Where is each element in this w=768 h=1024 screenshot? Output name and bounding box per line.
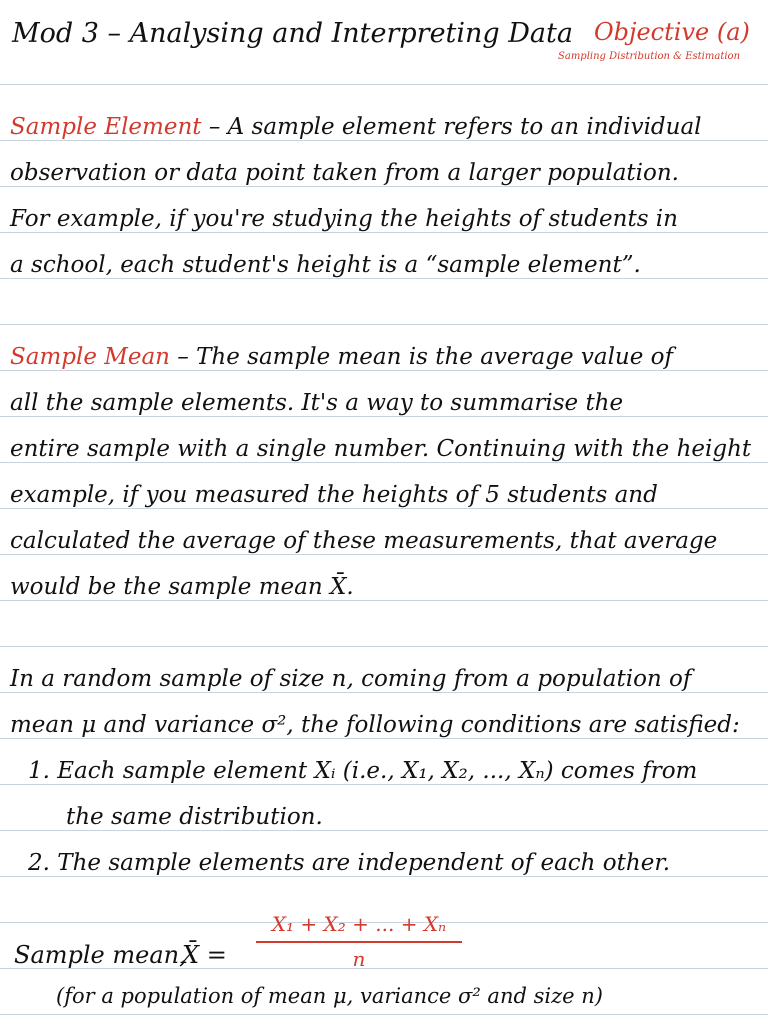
sample-mean-line-5: calculated the average of these measurements, that average	[10, 528, 718, 554]
conditions-list	[28, 748, 748, 886]
conditions-section	[10, 656, 758, 748]
page-title: Mod 3 – Analysing and Interpreting Data	[12, 18, 573, 49]
formula-fraction	[256, 910, 462, 973]
ruled-line	[0, 84, 768, 85]
sample-element-line-4: a school, each student's height is a “sample element”.	[10, 252, 641, 278]
sample-element-definition: A sample element refers to an individual	[227, 114, 702, 140]
formula-label: Sample mean,	[14, 941, 187, 969]
condition-item-1-line-1: 1. Each sample element Xᵢ (i.e., X₁, X₂, ..., Xₙ) comes from	[28, 758, 698, 784]
sample-mean-line-1	[10, 334, 758, 380]
sample-element-term: Sample Element	[10, 114, 202, 140]
sample-mean-dash: –	[169, 344, 197, 370]
formula-lhs: X̄ =	[182, 941, 227, 969]
sample-element-line-1	[10, 104, 758, 150]
conditions-line-1: In a random sample of size n, coming from a population of	[10, 666, 692, 692]
objective-subtitle: Sampling Distribution & Estimation	[558, 51, 741, 62]
ruled-line	[0, 324, 768, 325]
fraction-bar	[256, 941, 462, 943]
condition-item-2: 2. The sample elements are independent of each other.	[28, 850, 671, 876]
sample-mean-line-6: would be the sample mean X̄.	[10, 574, 354, 600]
sample-element-dash: –	[201, 114, 228, 140]
sample-mean-line-4: example, if you measured the heights of 5 students and	[10, 482, 658, 508]
sample-element-section	[10, 104, 758, 288]
conditions-line-2: mean μ and variance σ², the following conditions are satisfied:	[10, 712, 740, 738]
sample-mean-line-2: all the sample elements. It's a way to summarise the	[10, 390, 624, 416]
sample-mean-line-3: entire sample with a single number. Continuing with the height	[10, 436, 752, 462]
ruled-line	[0, 1014, 768, 1015]
sample-mean-term: Sample Mean	[10, 344, 170, 370]
sample-mean-definition: The sample mean is the average value of	[196, 344, 674, 370]
formula-numerator: X₁ + X₂ + ... + Xₙ	[271, 912, 447, 936]
sample-element-line-3: For example, if you're studying the heights of students in	[10, 206, 678, 232]
ruled-line	[0, 646, 768, 647]
objective-label: Objective (a)	[594, 18, 750, 46]
formula-denominator: n	[352, 947, 366, 971]
condition-item-1-line-2: the same distribution.	[66, 804, 323, 830]
sample-element-line-2: observation or data point taken from a larger population.	[10, 160, 679, 186]
sample-mean-section	[10, 334, 758, 610]
formula-note: (for a population of mean μ, variance σ² and size n)	[56, 984, 603, 1008]
